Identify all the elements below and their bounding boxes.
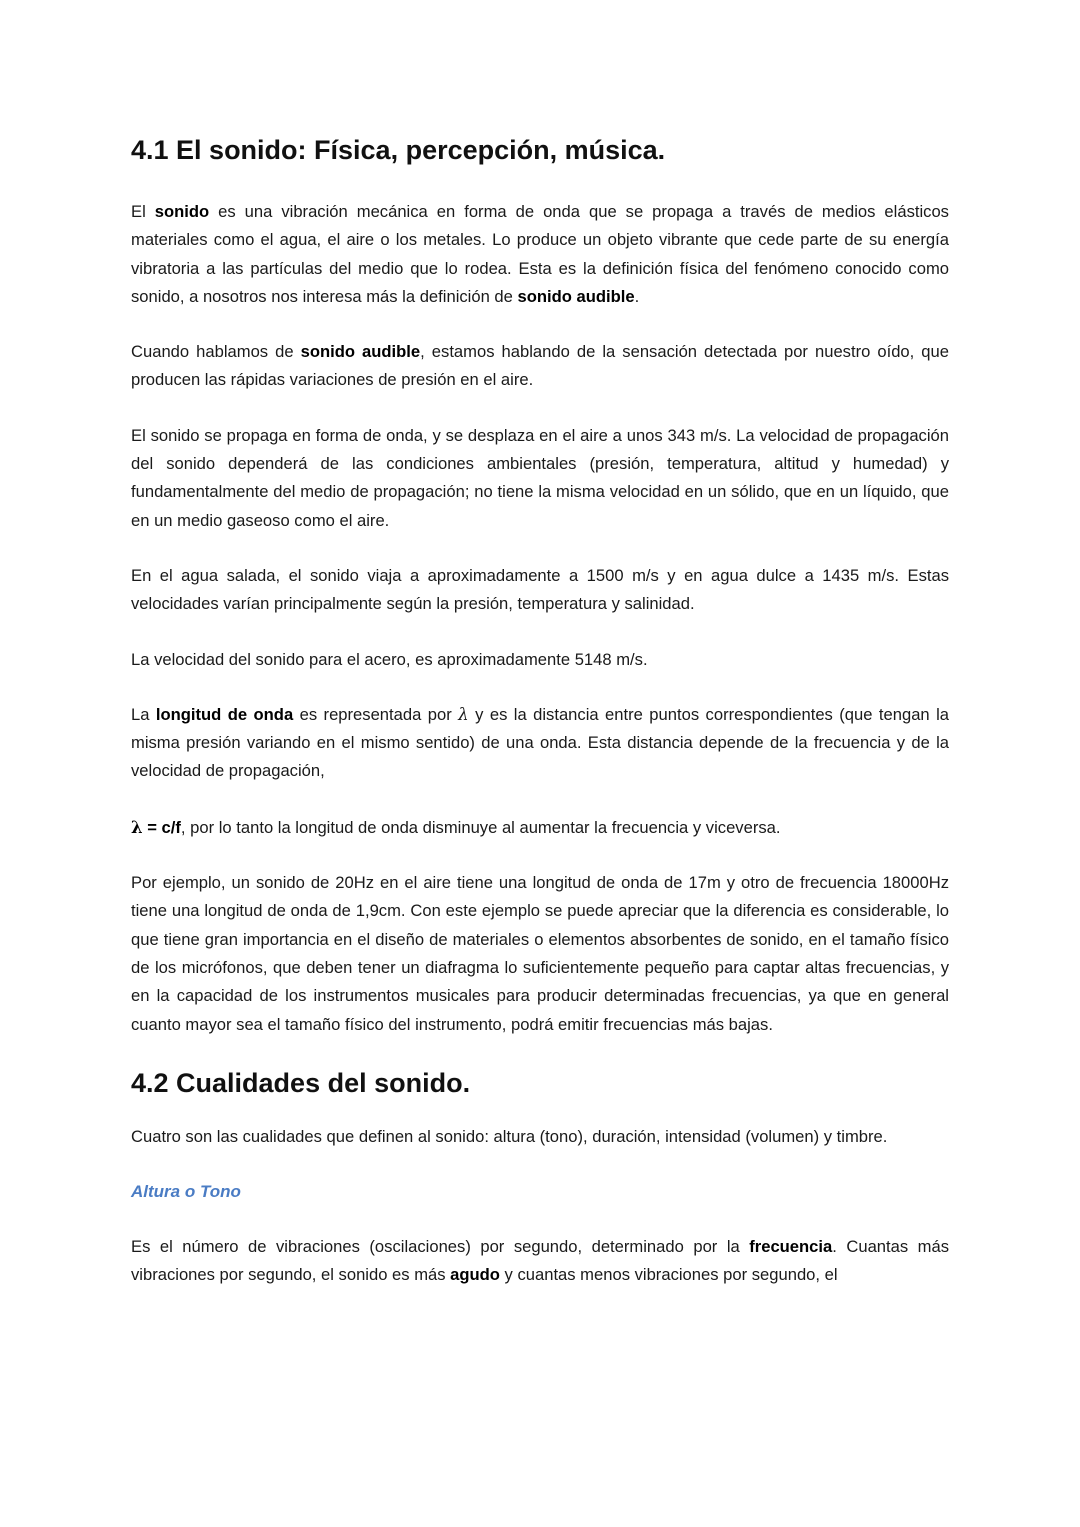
section-title-4-1: 4.1 El sonido: Física, percepción, música. <box>131 135 666 165</box>
paragraph-longitud-onda: La longitud de onda es representada por λ y es la distancia entre puntos correspondientes (que tengan la misma presión variando en el mismo sentido) de una onda. Esta distancia depende de la frecuencia y de la velocidad de propagación, <box>131 704 949 781</box>
lambda-symbol: λ <box>131 816 143 837</box>
section-title-4-2: 4.2 Cualidades del sonido. <box>131 1067 471 1098</box>
document-page <box>131 128 949 1290</box>
paragraph-altura: Es el número de vibraciones (oscilaciones) por segundo, determinado por la frecuencia. Cuantas más vibraciones por segundo, el sonido es más agudo y cuantas menos vibraciones por segundo, el <box>131 1237 950 1285</box>
paragraph-ejemplo: Por ejemplo, un sonido de 20Hz en el aire tiene una longitud de onda de 17m y otro de frecuencia 18000Hz tiene una longitud de onda de 1,9cm. Con este ejemplo se puede apreciar que la diferencia es considerable, lo que tiene gran importancia en el diseño de materiales o elementos absorbentes de sonido, en el tamaño físico de los micrófonos, que deben tener un diafragma lo suficientemente pequeño para captar altas frecuencias, y en la capacidad de los instrumentos musicales para producir determinadas frecuencias, ya que en general cuanto mayor sea el tamaño físico del instrumento, podrá emitir frecuencias más bajas. <box>131 873 949 1034</box>
formula: = c/f <box>142 817 181 837</box>
paragraph-sonido-definicion: El sonido es una vibración mecánica en forma de onda que se propaga a través de medios elásticos materiales como el agua, el aire o los metales. Lo produce un objeto vibrante que cede parte de su energía vibratoria a las partículas del medio que lo rodea. Esta es la definición física del fenómeno conocido como sonido, a nosotros nos interesa más la definición de sonido audible. <box>131 202 949 306</box>
paragraph-agua: En el agua salada, el sonido viaja a aproximadamente a 1500 m/s y en agua dulce a 1435 m/s. Estas velocidades varían principalmente según la presión, temperatura y salinidad. <box>131 565 949 614</box>
lambda-symbol: λ <box>458 704 469 724</box>
paragraph-acero: La velocidad del sonido para el acero, es aproximadamente 5148 m/s. <box>131 649 648 669</box>
paragraph-cualidades: Cuatro son las cualidades que definen al sonido: altura (tono), duración, intensidad (volumen) y timbre. <box>131 1126 888 1146</box>
paragraph-propagacion: El sonido se propaga en forma de onda, y se desplaza en el aire a unos 343 m/s. La velocidad de propagación del sonido dependerá de las condiciones ambientales (presión, temperatura, altitud y humedad) y fundamentalmente del medio de propagación; no tiene la misma velocidad en un sólido, que en un líquido, que en un medio gaseoso como el aire. <box>131 425 949 530</box>
paragraph-formula: λ = c/f, por lo tanto la longitud de onda disminuye al aumentar la frecuencia y viceversa. <box>131 816 781 837</box>
paragraph-sonido-audible: Cuando hablamos de sonido audible, estamos hablando de la sensación detectada por nuestro oído, que producen las rápidas variaciones de presión en el aire. <box>131 342 949 390</box>
subheading-altura-tono: Altura o Tono <box>131 1182 241 1202</box>
